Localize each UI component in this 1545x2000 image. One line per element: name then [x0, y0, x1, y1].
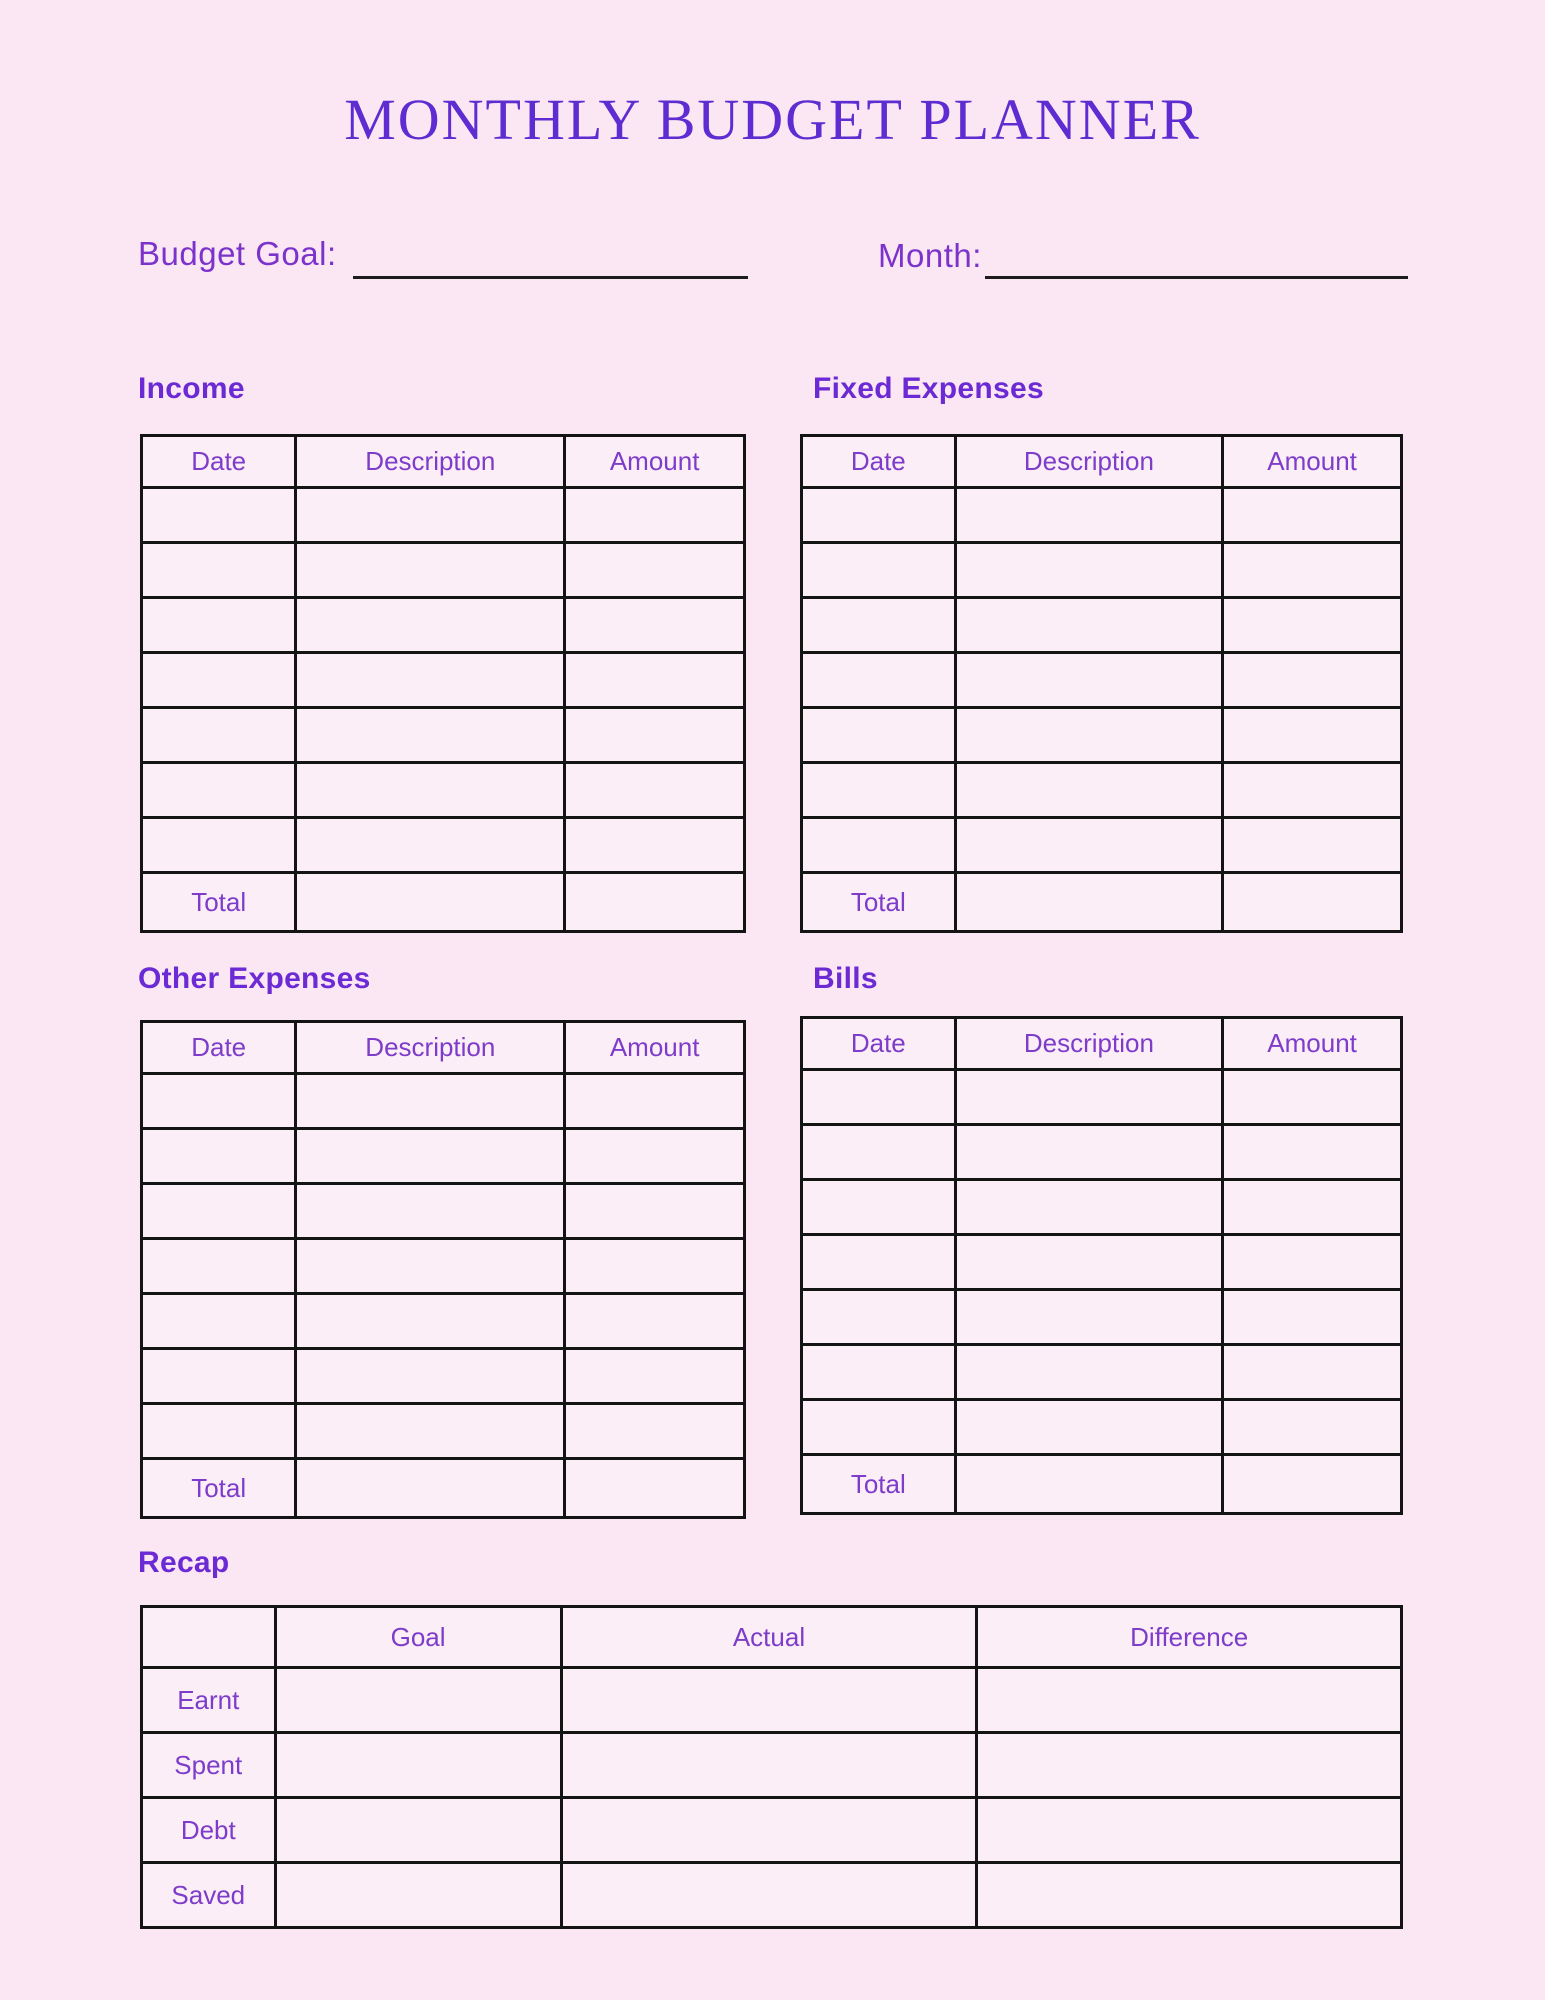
amount-column-header: Amount: [565, 1022, 745, 1074]
description-column-header: Description: [296, 1022, 565, 1074]
empty-total-description-cell: [296, 1459, 565, 1518]
table-header-row: [142, 436, 745, 488]
empty-actual-cell: [561, 1863, 977, 1928]
date-column-header: Date: [142, 1022, 296, 1074]
empty-description-cell: [955, 1290, 1223, 1345]
month-label: Month:: [878, 237, 982, 274]
empty-amount-cell: [1223, 708, 1402, 763]
empty-date-cell: [142, 763, 296, 818]
ledger-empty-row: [802, 1400, 1402, 1455]
description-column-header: Description: [296, 436, 565, 488]
empty-date-cell: [802, 818, 956, 873]
empty-amount-cell: [565, 1404, 745, 1459]
empty-date-cell: [802, 1235, 956, 1290]
empty-description-cell: [296, 1129, 565, 1184]
empty-amount-cell: [1223, 763, 1402, 818]
empty-amount-cell: [1223, 818, 1402, 873]
empty-amount-cell: [565, 763, 745, 818]
goal-column-header: Goal: [275, 1607, 561, 1668]
empty-amount-cell: [565, 818, 745, 873]
empty-date-cell: [802, 763, 956, 818]
empty-date-cell: [802, 1290, 956, 1345]
earnt-row-label: Earnt: [142, 1668, 276, 1733]
empty-difference-cell: [977, 1668, 1402, 1733]
empty-date-cell: [142, 1074, 296, 1129]
ledger-empty-row: [802, 763, 1402, 818]
empty-description-cell: [955, 708, 1223, 763]
empty-description-cell: [296, 1074, 565, 1129]
empty-actual-cell: [561, 1668, 977, 1733]
ledger-empty-row: [142, 1129, 745, 1184]
empty-date-cell: [802, 1125, 956, 1180]
actual-column-header: Actual: [561, 1607, 977, 1668]
recap-earnt-row: [142, 1668, 1402, 1733]
table-header-row: [802, 1018, 1402, 1070]
empty-date-cell: [142, 818, 296, 873]
ledger-empty-row: [142, 653, 745, 708]
ledger-empty-row: [142, 598, 745, 653]
empty-amount-cell: [565, 708, 745, 763]
empty-amount-cell: [565, 598, 745, 653]
income-table: [140, 434, 746, 933]
empty-amount-cell: [1223, 1070, 1402, 1125]
empty-date-cell: [142, 1404, 296, 1459]
recap-saved-row: [142, 1863, 1402, 1928]
empty-date-cell: [802, 653, 956, 708]
ledger-empty-row: [142, 488, 745, 543]
total-row: [142, 1459, 745, 1518]
saved-row-label: Saved: [142, 1863, 276, 1928]
empty-date-cell: [142, 653, 296, 708]
empty-difference-cell: [977, 1798, 1402, 1863]
ledger-empty-row: [802, 1125, 1402, 1180]
empty-total-amount-cell: [565, 1459, 745, 1518]
fixed-expenses-heading: Fixed Expenses: [813, 372, 1044, 405]
empty-description-cell: [955, 818, 1223, 873]
empty-description-cell: [296, 1239, 565, 1294]
empty-date-cell: [142, 1129, 296, 1184]
spent-row-label: Spent: [142, 1733, 276, 1798]
empty-description-cell: [955, 1400, 1223, 1455]
ledger-empty-row: [142, 1349, 745, 1404]
empty-total-amount-cell: [565, 873, 745, 932]
amount-column-header: Amount: [1223, 436, 1402, 488]
table-header-row: [142, 1022, 745, 1074]
empty-amount-cell: [1223, 1235, 1402, 1290]
empty-amount-cell: [565, 1239, 745, 1294]
ledger-empty-row: [802, 1235, 1402, 1290]
description-column-header: Description: [955, 436, 1223, 488]
empty-description-cell: [955, 543, 1223, 598]
empty-date-cell: [142, 1184, 296, 1239]
ledger-empty-row: [142, 1404, 745, 1459]
ledger-empty-row: [142, 1294, 745, 1349]
empty-description-cell: [955, 1070, 1223, 1125]
ledger-empty-row: [142, 763, 745, 818]
empty-amount-cell: [1223, 1125, 1402, 1180]
ledger-empty-row: [802, 1180, 1402, 1235]
ledger-empty-row: [142, 1184, 745, 1239]
total-row: [802, 873, 1402, 932]
fixed-expenses-table: [800, 434, 1403, 933]
ledger-empty-row: [802, 1290, 1402, 1345]
empty-date-cell: [142, 1239, 296, 1294]
empty-difference-cell: [977, 1863, 1402, 1928]
empty-description-cell: [955, 598, 1223, 653]
date-column-header: Date: [802, 1018, 956, 1070]
empty-amount-cell: [565, 488, 745, 543]
empty-description-cell: [296, 1349, 565, 1404]
ledger-empty-row: [142, 1239, 745, 1294]
empty-description-cell: [296, 543, 565, 598]
empty-date-cell: [802, 1070, 956, 1125]
empty-total-amount-cell: [1223, 1455, 1402, 1514]
bills-heading: Bills: [813, 962, 878, 995]
empty-total-description-cell: [955, 1455, 1223, 1514]
empty-date-cell: [802, 1345, 956, 1400]
empty-date-cell: [142, 543, 296, 598]
ledger-empty-row: [802, 488, 1402, 543]
empty-amount-cell: [565, 1349, 745, 1404]
budget-goal-label: Budget Goal:: [138, 235, 337, 272]
empty-amount-cell: [1223, 543, 1402, 598]
empty-description-cell: [296, 653, 565, 708]
empty-date-cell: [802, 543, 956, 598]
empty-date-cell: [802, 598, 956, 653]
empty-description-cell: [296, 763, 565, 818]
empty-date-cell: [802, 488, 956, 543]
bills-table: [800, 1016, 1403, 1515]
empty-amount-cell: [565, 1184, 745, 1239]
other-expenses-table: [140, 1020, 746, 1519]
empty-amount-cell: [1223, 1345, 1402, 1400]
empty-date-cell: [142, 598, 296, 653]
table-header-row: [802, 436, 1402, 488]
empty-amount-cell: [565, 543, 745, 598]
empty-amount-cell: [1223, 488, 1402, 543]
empty-total-description-cell: [955, 873, 1223, 932]
empty-description-cell: [955, 1345, 1223, 1400]
amount-column-header: Amount: [1223, 1018, 1402, 1070]
month-line: [985, 276, 1408, 279]
empty-description-cell: [296, 598, 565, 653]
date-column-header: Date: [802, 436, 956, 488]
empty-date-cell: [142, 1294, 296, 1349]
recap-header-row: [142, 1607, 1402, 1668]
empty-amount-cell: [1223, 598, 1402, 653]
total-label: Total: [142, 1459, 296, 1518]
recap-heading: Recap: [138, 1546, 230, 1579]
difference-column-header: Difference: [977, 1607, 1402, 1668]
empty-description-cell: [955, 1235, 1223, 1290]
budget-goal-line: [353, 276, 748, 279]
empty-actual-cell: [561, 1733, 977, 1798]
empty-goal-cell: [275, 1733, 561, 1798]
total-label: Total: [802, 1455, 956, 1514]
empty-description-cell: [955, 653, 1223, 708]
recap-table: [140, 1605, 1403, 1929]
empty-goal-cell: [275, 1863, 561, 1928]
empty-description-cell: [955, 488, 1223, 543]
empty-amount-cell: [1223, 1180, 1402, 1235]
ledger-empty-row: [802, 598, 1402, 653]
empty-description-cell: [955, 1125, 1223, 1180]
empty-goal-cell: [275, 1798, 561, 1863]
empty-description-cell: [955, 1180, 1223, 1235]
empty-amount-cell: [1223, 1400, 1402, 1455]
empty-amount-cell: [1223, 653, 1402, 708]
ledger-empty-row: [802, 653, 1402, 708]
page-title: MONTHLY BUDGET PLANNER: [344, 87, 1201, 152]
empty-amount-cell: [1223, 1290, 1402, 1345]
empty-description-cell: [296, 1184, 565, 1239]
recap-debt-row: [142, 1798, 1402, 1863]
ledger-empty-row: [802, 1070, 1402, 1125]
empty-difference-cell: [977, 1733, 1402, 1798]
empty-amount-cell: [565, 1074, 745, 1129]
empty-actual-cell: [561, 1798, 977, 1863]
total-row: [142, 873, 745, 932]
other-expenses-heading: Other Expenses: [138, 962, 371, 995]
empty-description-cell: [296, 818, 565, 873]
total-label: Total: [802, 873, 956, 932]
ledger-empty-row: [142, 543, 745, 598]
ledger-empty-row: [802, 818, 1402, 873]
ledger-empty-row: [142, 818, 745, 873]
description-column-header: Description: [955, 1018, 1223, 1070]
empty-description-cell: [296, 708, 565, 763]
empty-date-cell: [142, 708, 296, 763]
total-row: [802, 1455, 1402, 1514]
empty-date-cell: [802, 708, 956, 763]
ledger-empty-row: [142, 1074, 745, 1129]
amount-column-header: Amount: [565, 436, 745, 488]
income-heading: Income: [138, 372, 245, 405]
ledger-empty-row: [802, 543, 1402, 598]
empty-total-description-cell: [296, 873, 565, 932]
ledger-empty-row: [142, 708, 745, 763]
empty-description-cell: [296, 488, 565, 543]
empty-amount-cell: [565, 653, 745, 708]
recap-spent-row: [142, 1733, 1402, 1798]
empty-description-cell: [296, 1404, 565, 1459]
recap-corner-cell: [142, 1607, 276, 1668]
empty-description-cell: [955, 763, 1223, 818]
empty-amount-cell: [565, 1294, 745, 1349]
empty-date-cell: [802, 1400, 956, 1455]
empty-amount-cell: [565, 1129, 745, 1184]
ledger-empty-row: [802, 1345, 1402, 1400]
empty-description-cell: [296, 1294, 565, 1349]
empty-date-cell: [142, 488, 296, 543]
ledger-empty-row: [802, 708, 1402, 763]
empty-total-amount-cell: [1223, 873, 1402, 932]
empty-goal-cell: [275, 1668, 561, 1733]
empty-date-cell: [802, 1180, 956, 1235]
total-label: Total: [142, 873, 296, 932]
empty-date-cell: [142, 1349, 296, 1404]
debt-row-label: Debt: [142, 1798, 276, 1863]
date-column-header: Date: [142, 436, 296, 488]
